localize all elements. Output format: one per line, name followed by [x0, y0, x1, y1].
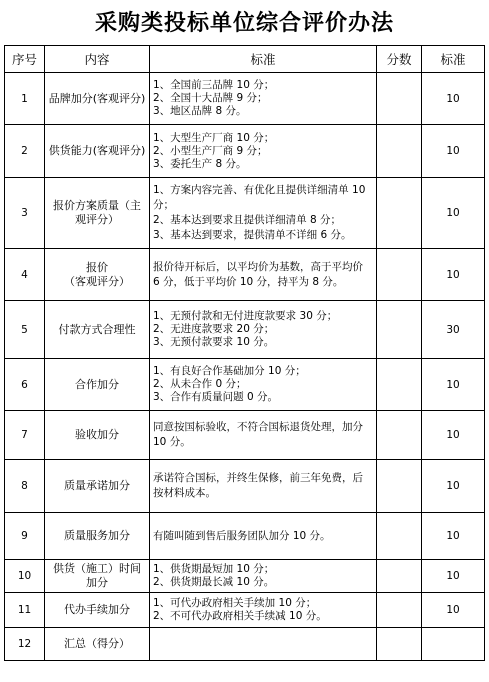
row-standard: 10 — [422, 178, 485, 249]
row-criteria: 1、无预付款和无付进度款要求 30 分； 2、无进度款要求 20 分； 3、无预付款要求 10 分。 — [150, 301, 377, 359]
row-score[interactable] — [377, 593, 422, 628]
row-score[interactable] — [377, 460, 422, 513]
row-standard: 10 — [422, 593, 485, 628]
row-standard: 30 — [422, 301, 485, 359]
row-standard: 10 — [422, 73, 485, 125]
table-row — [5, 301, 485, 359]
row-score[interactable] — [377, 125, 422, 178]
column-header-standard: 标准 — [422, 46, 485, 73]
row-criteria: 1、可代办政府相关手续加 10 分； 2、不可代办政府相关手续减 10 分。 — [150, 593, 377, 628]
row-criteria — [150, 628, 377, 661]
row-seq: 1 — [5, 73, 45, 125]
row-content: 供货能力(客观评分) — [45, 125, 150, 178]
row-criteria: 1、供货期最短加 10 分； 2、供货期最长减 10 分。 — [150, 560, 377, 593]
row-content: 付款方式合理性 — [45, 301, 150, 359]
table-row — [5, 411, 485, 460]
row-score[interactable] — [377, 560, 422, 593]
row-standard: 10 — [422, 560, 485, 593]
row-standard: 10 — [422, 513, 485, 560]
row-content: 报价 （客观评分） — [45, 249, 150, 301]
table-row — [5, 628, 485, 661]
row-standard: 10 — [422, 460, 485, 513]
row-seq: 6 — [5, 359, 45, 411]
row-score[interactable] — [377, 178, 422, 249]
row-seq: 7 — [5, 411, 45, 460]
evaluation-table — [4, 45, 485, 661]
row-standard: 10 — [422, 411, 485, 460]
row-seq: 2 — [5, 125, 45, 178]
row-content: 供货（施工）时间加分 — [45, 560, 150, 593]
column-header-criteria: 标准 — [150, 46, 377, 73]
table-header-row — [5, 46, 485, 73]
row-score[interactable] — [377, 411, 422, 460]
row-content: 质量承诺加分 — [45, 460, 150, 513]
row-criteria: 有随叫随到售后服务团队加分 10 分。 — [150, 513, 377, 560]
table-row — [5, 73, 485, 125]
column-header-seq: 序号 — [5, 46, 45, 73]
table-row — [5, 249, 485, 301]
row-content: 品牌加分(客观评分) — [45, 73, 150, 125]
row-score[interactable] — [377, 301, 422, 359]
column-header-content: 内容 — [45, 46, 150, 73]
row-seq: 9 — [5, 513, 45, 560]
row-standard: 10 — [422, 125, 485, 178]
table-row — [5, 460, 485, 513]
row-standard: 10 — [422, 249, 485, 301]
row-content: 报价方案质量（主观评分） — [45, 178, 150, 249]
row-score[interactable] — [377, 628, 422, 661]
row-score[interactable] — [377, 359, 422, 411]
row-criteria: 同意按国标验收，不符合国标退货处理，加分 10 分。 — [150, 411, 377, 460]
row-content: 质量服务加分 — [45, 513, 150, 560]
row-standard: 10 — [422, 359, 485, 411]
row-seq: 8 — [5, 460, 45, 513]
row-criteria: 1、全国前三品牌 10 分； 2、全国十大品牌 9 分； 3、地区品牌 8 分。 — [150, 73, 377, 125]
row-criteria: 承诺符合国标，并终生保修，前三年免费，后按材料成本。 — [150, 460, 377, 513]
row-score[interactable] — [377, 73, 422, 125]
table-row — [5, 359, 485, 411]
table-row — [5, 178, 485, 249]
table-row — [5, 125, 485, 178]
row-seq: 5 — [5, 301, 45, 359]
row-criteria: 1、方案内容完善、有优化且提供详细清单 10 分； 2、基本达到要求且提供详细清单 8 分； 3、基本达到要求，提供清单不详细 6 分。 — [150, 178, 377, 249]
row-seq: 11 — [5, 593, 45, 628]
row-content: 汇总（得分） — [45, 628, 150, 661]
table-row — [5, 593, 485, 628]
row-content: 合作加分 — [45, 359, 150, 411]
row-score[interactable] — [377, 513, 422, 560]
page-title: 采购类投标单位综合评价办法 — [94, 10, 394, 36]
column-header-score: 分数 — [377, 46, 422, 73]
row-seq: 12 — [5, 628, 45, 661]
table-row — [5, 560, 485, 593]
row-seq: 3 — [5, 178, 45, 249]
row-score[interactable] — [377, 249, 422, 301]
row-criteria: 1、大型生产厂商 10 分； 2、小型生产厂商 9 分； 3、委托生产 8 分。 — [150, 125, 377, 178]
row-content: 代办手续加分 — [45, 593, 150, 628]
row-criteria: 1、有良好合作基础加分 10 分； 2、从未合作 0 分； 3、合作有质量问题 0 分。 — [150, 359, 377, 411]
row-criteria: 报价待开标后，以平均价为基数，高于平均价 6 分，低于平均价 10 分，持平为 8 分。 — [150, 249, 377, 301]
row-seq: 4 — [5, 249, 45, 301]
row-content: 验收加分 — [45, 411, 150, 460]
table-row — [5, 513, 485, 560]
row-standard — [422, 628, 485, 661]
row-seq: 10 — [5, 560, 45, 593]
